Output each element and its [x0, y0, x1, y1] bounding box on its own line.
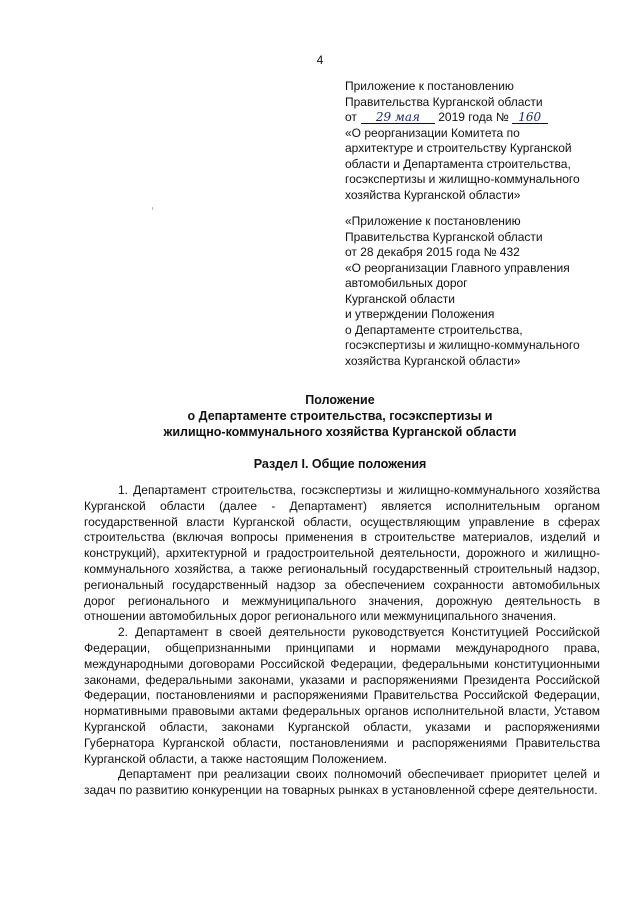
- appendix-line: госэкспертизы и жилищно-коммунального: [345, 338, 580, 352]
- appendix-line: архитектуре и строительству Курганской: [345, 141, 572, 155]
- page-number: 4: [316, 53, 324, 67]
- appendix-line: и утверждении Положения: [345, 307, 495, 321]
- appendix-line: от 28 декабря 2015 года № 432: [345, 245, 520, 259]
- appendix-line: Приложение к постановлению: [345, 79, 514, 93]
- appendix-line: госэкспертизы и жилищно-коммунального: [345, 172, 580, 186]
- appendix-line: Правительства Курганской области: [345, 94, 543, 109]
- section-title: Раздел I. Общие положения: [253, 457, 427, 471]
- date-year: 2019 года №: [438, 110, 509, 124]
- document-body: [84, 483, 600, 799]
- paragraph: 2. Департамент в своей деятельности руководствуется Конституцией Российской Федерации, общепризнанными принципами и нормами международного права, международными договорами Российской Федерации, федеральными конституционными законами, федеральными законами, указами и распоряжениями Президента Российской Федерации, постановлениями и распоряжениями Правительства Российской Федерации, нормативными правовыми актами федеральных органов исполнительной власти, Уставом Курганской области, законами Курганской области, указами и распоряжениями Губернатора Курганской области, постановлениями и распоряжениями Правительства Курганской области, а также настоящим Положением.: [84, 625, 600, 766]
- appendix-line: «О реорганизации Главного управления: [345, 260, 570, 275]
- appendix-line: Правительства Курганской области: [345, 229, 543, 244]
- handwritten-date: 29 мая: [361, 111, 435, 124]
- title-line: о Департаменте строительства, госэкспертизы и: [187, 409, 493, 423]
- title-line: жилищно-коммунального хозяйства Курганской области: [163, 425, 517, 439]
- appendix-line: «О реорганизации Комитета по: [345, 125, 520, 140]
- scan-artifact: [152, 207, 153, 210]
- appendix-date-line: [345, 110, 615, 126]
- appendix-line: автомобильных дорог: [345, 276, 468, 290]
- paragraph: 1. Департамент строительства, госэкспертизы и жилищно-коммунального хозяйства Курганской области (далее - Департамент) является исполнительным органом государственной власти Курганской области, осуществляющим управление в сферах строительства (включая вопросы применения в строительстве материалов, изделий и конструкций), архитектурной и градостроительной деятельности, дорожного и жилищно-коммунального хозяйства, а также региональный государственный строительный надзор, региональный государственный надзор за обеспечением сохранности автомобильных дорог регионального и межмуниципального значения, дорожную деятельность в отношении автомобильных дорог регионального или межмуниципального значения.: [84, 483, 600, 624]
- title-line: Положение: [305, 393, 375, 407]
- appendix-line: о Департаменте строительства,: [345, 322, 523, 337]
- appendix-header-new: [345, 79, 615, 203]
- appendix-header-old: [345, 214, 615, 369]
- appendix-line: хозяйства Курганской области»: [345, 187, 521, 202]
- appendix-line: области и Департамента строительства,: [345, 156, 571, 171]
- document-title: [60, 392, 620, 440]
- date-prefix: от: [345, 110, 357, 124]
- appendix-line: хозяйства Курганской области»: [345, 353, 521, 368]
- appendix-line: Курганской области: [345, 291, 455, 306]
- paragraph: Департамент при реализации своих полномочий обеспечивает приоритет целей и задач по развитию конкуренции на товарных рынках в установленной сфере деятельности.: [84, 767, 600, 798]
- handwritten-number: 160: [512, 111, 548, 124]
- appendix-line: «Приложение к постановлению: [345, 214, 521, 228]
